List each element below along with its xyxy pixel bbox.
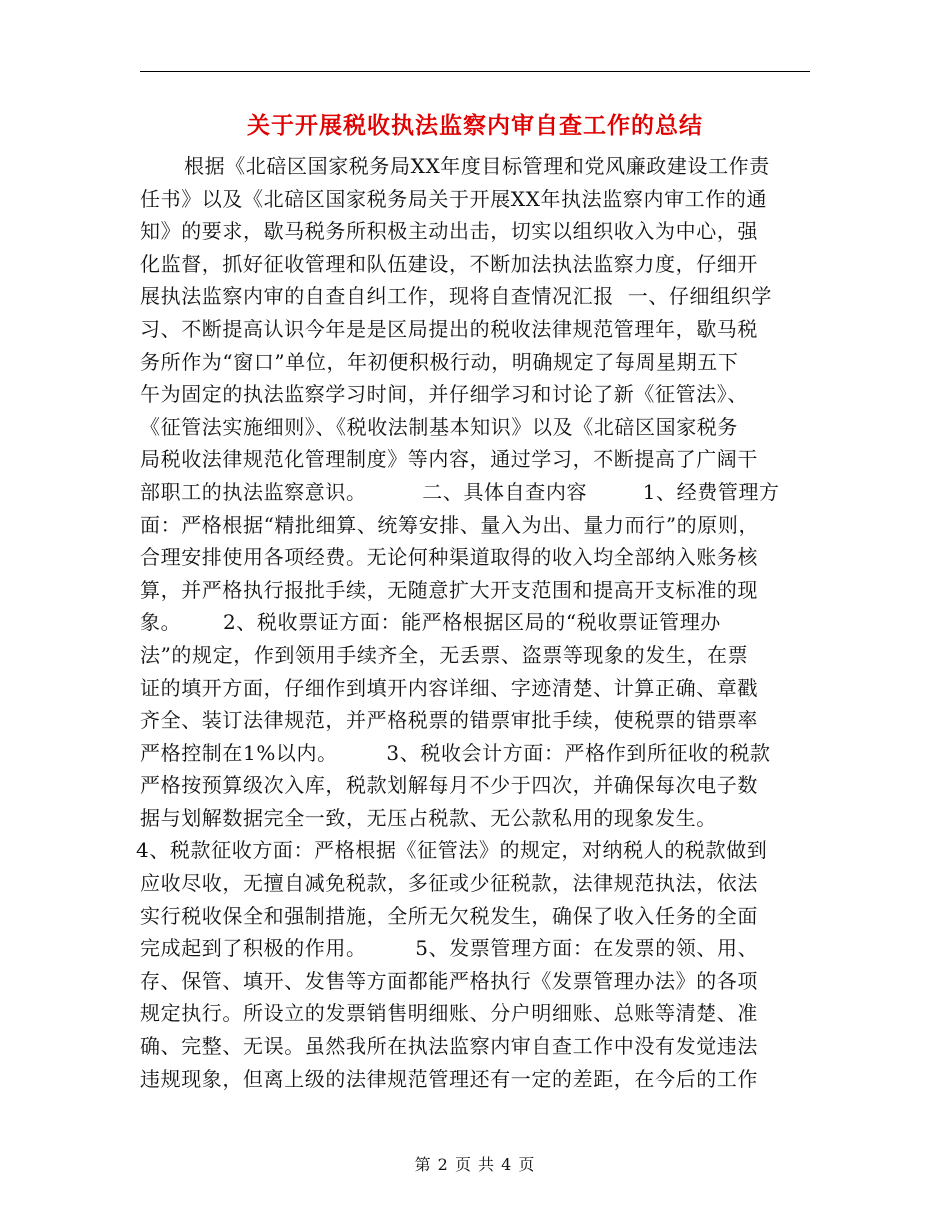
header-rule: [140, 71, 810, 72]
body-line: 局税收法律规范化管理制度》等内容，通过学习，不断提高了广阔干: [140, 447, 758, 472]
body-line: 实行税收保全和强制措施，全所无欠税发生，确保了收入任务的全面: [140, 903, 758, 928]
body-line: 严格控制在1%以内。 3、税收会计方面：严格作到所征收的税款: [140, 740, 771, 765]
body-line: 应收尽收，无擅自减免税款，多征或少征税款，法律规范执法，依法: [140, 871, 758, 896]
body-line: 规定执行。所设立的发票销售明细账、分户明细账、总账等清楚、准: [140, 1001, 758, 1026]
body-line: 务所作为“窗口”单位，年初便积极行动，明确规定了每周星期五下: [140, 349, 739, 374]
body-line: 确、完整、无误。虽然我所在执法监察内审自查工作中没有发觉违法: [140, 1034, 758, 1059]
body-line: 象。 2、税收票证方面：能严格根据区局的“税收票证管理办: [140, 610, 721, 635]
body-line: 展执法监察内审的自查自纠工作，现将自查情况汇报 一、仔细组织学: [140, 284, 772, 309]
body-line: 习、不断提高认识今年是是区局提出的税收法律规范管理年，歇马税: [140, 316, 758, 341]
page-number: 第 2 页 共 4 页: [414, 1155, 536, 1174]
body-line: 存、保管、填开、发售等方面都能严格执行《发票管理办法》的各项: [140, 968, 758, 993]
body-line: 法”的规定，作到领用手续齐全，无丢票、盗票等现象的发生，在票: [140, 642, 749, 667]
body-line: 4、税款征收方面：严格根据《征管法》的规定，对纳税人的税款做到: [136, 838, 768, 863]
body-line: 《征管法实施细则》、《税收法制基本知识》以及《北碚区国家税务: [140, 414, 738, 439]
body-line: 算，并严格执行报批手续，无随意扩大开支范围和提高开支标准的现: [140, 577, 758, 602]
body-line: 证的填开方面，仔细作到填开内容详细、字迹清楚、计算正确、章戳: [140, 675, 758, 700]
document-title: 关于开展税收执法监察内审自查工作的总结: [247, 112, 703, 139]
body-line: 面：严格根据“精批细算、统筹安排、量入为出、量力而行”的原则，: [140, 512, 760, 537]
body-line: 化监督，抓好征收管理和队伍建设，不断加法执法监察力度，仔细开: [140, 251, 758, 276]
body-line: 严格按预算级次入库，税款划解每月不少于四次，并确保每次电子数: [140, 773, 758, 798]
body-line: 完成起到了积极的作用。 5、发票管理方面：在发票的领、用、: [140, 936, 759, 961]
body-line: 合理安排使用各项经费。无论何种渠道取得的收入均全部纳入账务核: [140, 545, 758, 570]
body-line: 午为固定的执法监察学习时间，并仔细学习和讨论了新《征管法》、: [140, 382, 748, 407]
document-body: [136, 150, 810, 1095]
body-line: 任书》以及《北碚区国家税务局关于开展XX年执法监察内审工作的通: [140, 186, 768, 211]
body-line: 齐全、装订法律规范，并严格税票的错票审批手续，使税票的错票率: [140, 708, 758, 733]
body-line: 违规现象，但离上级的法律规范管理还有一定的差距，在今后的工作: [140, 1066, 758, 1091]
body-line: 根据《北碚区国家税务局XX年度目标管理和党风廉政建设工作责: [184, 154, 770, 178]
body-line: 据与划解数据完全一致，无压占税款、无公款私用的现象发生。: [140, 805, 717, 830]
body-line: 部职工的执法监察意识。 二、具体自查内容 1、经费管理方: [140, 479, 780, 504]
body-line: 知》的要求，歇马税务所积极主动出击，切实以组织收入为中心，强: [140, 219, 758, 244]
